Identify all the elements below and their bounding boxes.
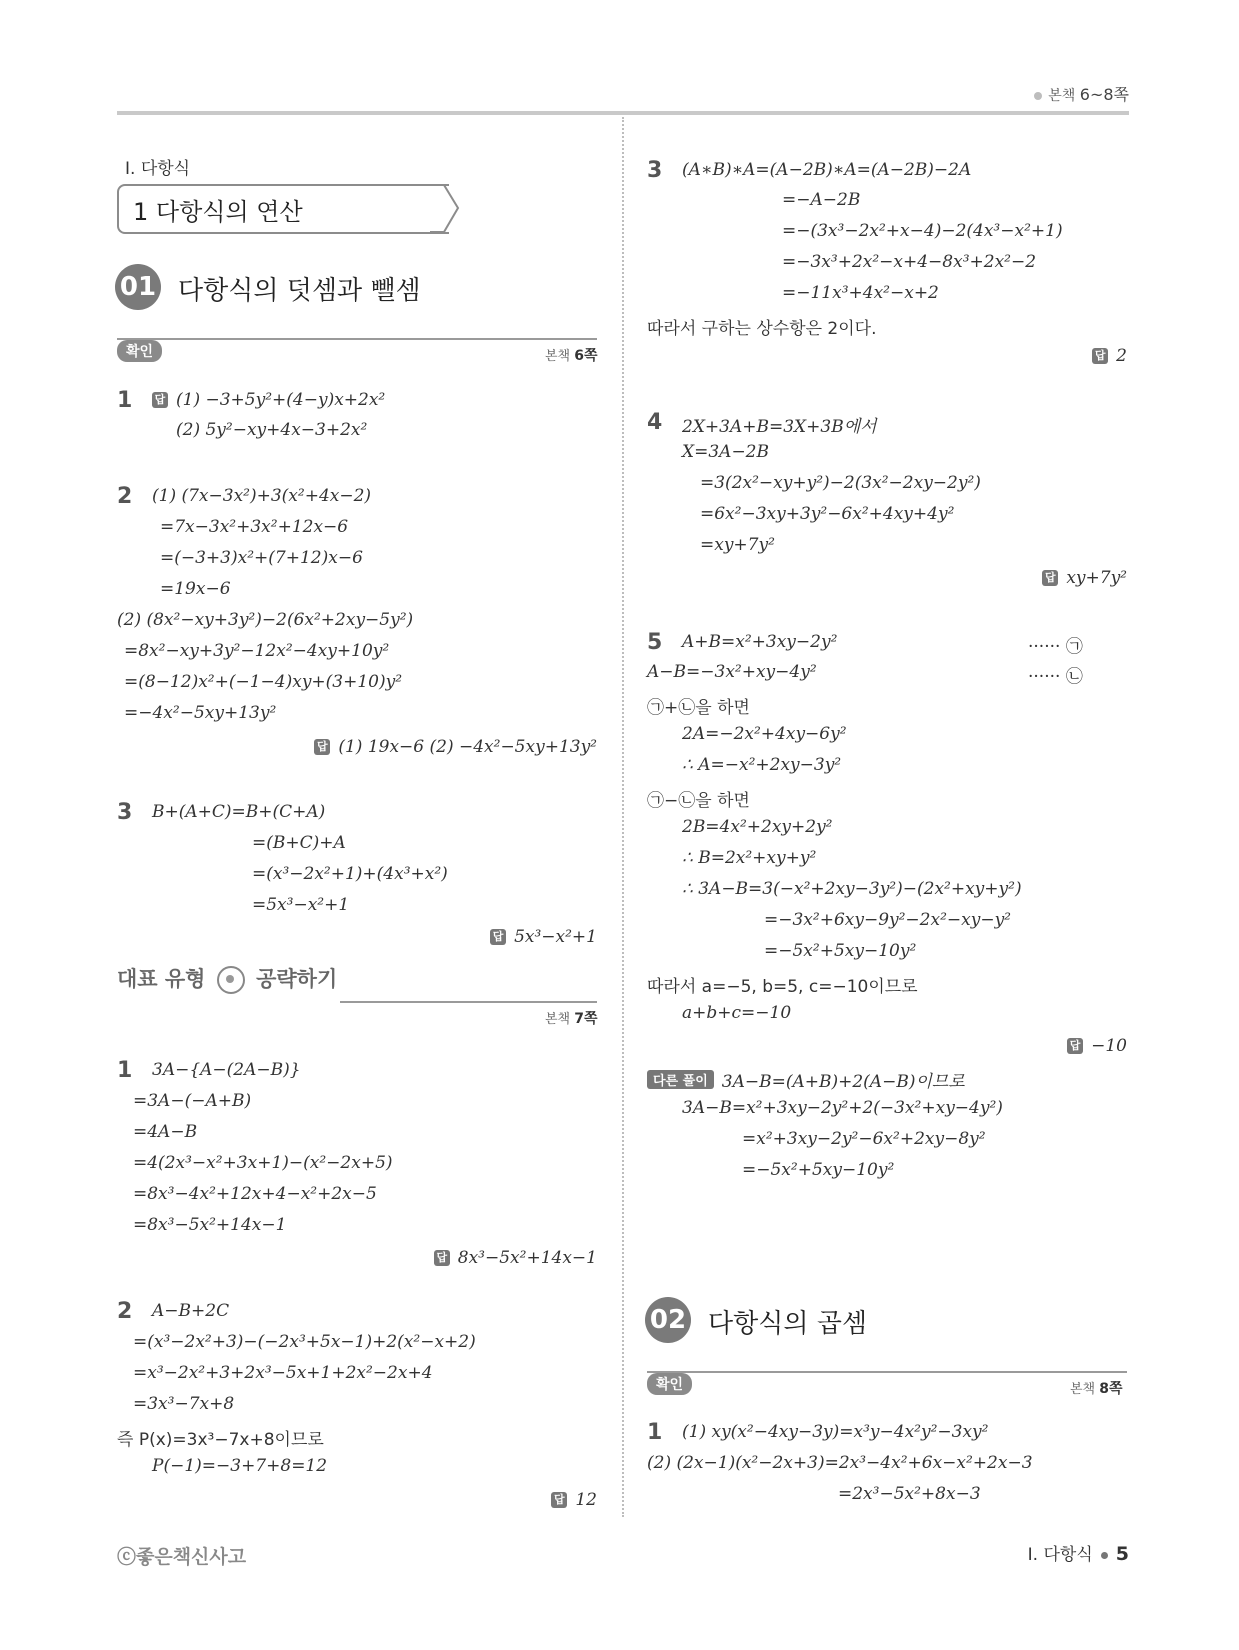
- publisher-logo: ⓒ좋은책신사고: [117, 1546, 247, 1568]
- solution-line: =7x−3x²+3x²+12x−6: [160, 517, 349, 537]
- solution-line: =−A−2B: [782, 190, 861, 210]
- answer: 답 xy+7y²: [1042, 568, 1127, 588]
- solution-line: =xy+7y²: [700, 535, 775, 555]
- solution-line: =(x³−2x²+1)+(4x³+x²): [252, 864, 448, 884]
- problem-number: 5: [647, 630, 663, 655]
- solution-line: ∴ A=−x²+2xy−3y²: [682, 755, 842, 775]
- target-icon: [217, 966, 245, 994]
- alt-solution-tag: 다른 풀이: [647, 1070, 714, 1089]
- solution-line: =8x³−5x²+14x−1: [133, 1215, 287, 1235]
- solution-line: =2x³−5x²+8x−3: [838, 1484, 981, 1504]
- chapter-box-arrow-icon: [430, 184, 460, 234]
- problem-number: 2: [117, 1299, 133, 1324]
- answer-line: 답 (1) −3+5y²+(4−y)x+2x²: [152, 390, 385, 410]
- solution-line: =19x−6: [160, 579, 231, 599]
- problem-number: 2: [117, 484, 133, 509]
- solution-line: =−4x²−5xy+13y²: [124, 703, 277, 723]
- solution-line: (1) (7x−3x²)+3(x²+4x−2): [152, 486, 372, 506]
- column-divider: [622, 117, 624, 1517]
- problem-number: 1: [117, 1058, 133, 1083]
- solution-line: =(−3+3)x²+(7+12)x−6: [160, 548, 363, 568]
- answer: 답 12: [551, 1490, 597, 1510]
- solution-line: =5x³−x²+1: [252, 895, 350, 915]
- solution-line: 2A=−2x²+4xy−6y²: [682, 724, 847, 744]
- solution-line: (2) (8x²−xy+3y²)−2(6x²+2xy−5y²): [117, 610, 414, 630]
- solution-line: =−3x³+2x²−x+4−8x³+2x²−2: [782, 252, 1037, 272]
- solution-line: ㉠+㉡을 하면: [647, 698, 750, 718]
- solution-line: =3x³−7x+8: [133, 1394, 235, 1414]
- solution-line: ㉠−㉡을 하면: [647, 791, 750, 811]
- solution-line: =8x²−xy+3y²−12x²−4xy+10y²: [124, 641, 390, 661]
- problem-number: 3: [647, 158, 663, 183]
- book-page-ref: 본책 8쪽: [1070, 1381, 1123, 1397]
- bullet-dot: [1034, 92, 1042, 100]
- solution-line: a+b+c=−10: [682, 1003, 792, 1023]
- section-rule: [117, 338, 597, 340]
- solution-line: (A∗B)∗A=(A−2B)∗A=(A−2B)−2A: [682, 160, 972, 180]
- solution-line: 3A−B=x²+3xy−2y²+2(−3x²+xy−4y²): [682, 1098, 1003, 1118]
- page-number: 5: [1115, 1543, 1129, 1565]
- solution-line: =4A−B: [133, 1122, 198, 1142]
- solution-line: =(8−12)x²+(−1−4)xy+(3+10)y²: [124, 672, 403, 692]
- answer: 답 5x³−x²+1: [490, 927, 597, 947]
- solution-line: =x³−2x²+3+2x³−5x+1+2x²−2x+4: [133, 1363, 433, 1383]
- solution-line: A+B=x²+3xy−2y²: [682, 632, 838, 652]
- page-reference: 본책 6~8쪽: [1034, 82, 1129, 105]
- solution-line: =6x²−3xy+3y²−6x²+4xy+4y²: [700, 504, 955, 524]
- chapter-label: Ⅰ. 다항식: [125, 159, 191, 179]
- solution-line: =−5x²+5xy−10y²: [764, 941, 917, 961]
- solution-line: =x²+3xy−2y²−6x²+2xy−8y²: [742, 1129, 986, 1149]
- solution-line: =−3x²+6xy−9y²−2x²−xy−y²: [764, 910, 1011, 930]
- solution-line: =8x³−4x²+12x+4−x²+2x−5: [133, 1184, 377, 1204]
- solution-line: 따라서 구하는 상수항은 2이다.: [647, 319, 877, 339]
- solution-line: =−11x³+4x²−x+2: [782, 283, 939, 303]
- solution-line: 2X+3A+B=3X+3B에서: [682, 417, 877, 437]
- solution-line: X=3A−2B: [682, 442, 769, 462]
- solution-line: ∴ 3A−B=3(−x²+2xy−3y²)−(2x²+xy+y²): [682, 879, 1022, 899]
- book-page-ref: 본책 6쪽: [545, 348, 598, 364]
- problem-number: 1: [117, 388, 133, 413]
- section-title: 다항식의 곱셈: [708, 1309, 867, 1339]
- representative-type-heading: 대표 유형 공략하기: [117, 963, 337, 994]
- solution-line: 3A−{A−(2A−B)}: [152, 1060, 301, 1080]
- check-tag: 확인: [647, 1373, 692, 1395]
- solution-line: =−(3x³−2x²+x−4)−2(4x³−x²+1): [782, 221, 1063, 241]
- solution-line: 따라서 a=−5, b=5, c=−10이므로: [647, 977, 918, 997]
- bullet-dot: [1101, 1552, 1108, 1559]
- section-rule: [647, 1371, 1127, 1373]
- solution-line: =3A−(−A+B): [133, 1091, 252, 1111]
- solution-line: P(−1)=−3+7+8=12: [152, 1456, 328, 1476]
- answer: 답 8x³−5x²+14x−1: [434, 1248, 597, 1268]
- solution-line: =−5x²+5xy−10y²: [742, 1160, 895, 1180]
- answer-line: (2) 5y²−xy+4x−3+2x²: [176, 420, 368, 440]
- answer: 답 −10: [1067, 1036, 1127, 1056]
- chapter-title: 1 다항식의 연산: [133, 198, 303, 226]
- solution-line: (1) xy(x²−4xy−3y)=x³y−4x²y²−3xy²: [682, 1422, 989, 1442]
- section-rule: [340, 1001, 597, 1003]
- answer: 답 2: [1092, 346, 1127, 366]
- solution-line: 즉 P(x)=3x³−7x+8이므로: [117, 1430, 324, 1450]
- page-footer: Ⅰ. 다항식 5: [1027, 1543, 1129, 1565]
- section-number-badge: 01: [115, 264, 161, 310]
- solution-line: =3(2x²−xy+y²)−2(3x²−2xy−2y²): [700, 473, 981, 493]
- solution-line: B+(A+C)=B+(C+A): [152, 802, 326, 822]
- problem-number: 4: [647, 410, 663, 435]
- section-title: 다항식의 덧셈과 뺄셈: [178, 276, 421, 306]
- alternative-solution: 다른 풀이 3A−B=(A+B)+2(A−B)이므로: [647, 1067, 965, 1092]
- solution-line: ∴ B=2x²+xy+y²: [682, 848, 817, 868]
- problem-number: 3: [117, 800, 133, 825]
- header-rule: [117, 111, 1129, 115]
- answer: 답 (1) 19x−6 (2) −4x²−5xy+13y²: [314, 737, 597, 757]
- solution-line: 2B=4x²+2xy+2y²: [682, 817, 833, 837]
- check-tag: 확인: [117, 340, 162, 362]
- problem-number: 1: [647, 1420, 663, 1445]
- book-page-ref: 본책 7쪽: [545, 1011, 598, 1027]
- solution-line: A−B=−3x²+xy−4y²: [647, 662, 817, 682]
- solution-line: (2) (2x−1)(x²−2x+3)=2x³−4x²+6x−x²+2x−3: [647, 1453, 1033, 1473]
- section-number-badge: 02: [645, 1297, 691, 1343]
- solution-line: =4(2x³−x²+3x+1)−(x²−2x+5): [133, 1153, 393, 1173]
- solution-line: =(B+C)+A: [252, 833, 346, 853]
- solution-line: =(x³−2x²+3)−(−2x³+5x−1)+2(x²−x+2): [133, 1332, 476, 1352]
- equation-mark: ······ ㉡: [1028, 667, 1083, 687]
- solution-line: A−B+2C: [152, 1301, 230, 1321]
- equation-mark: ······ ㉠: [1028, 637, 1083, 657]
